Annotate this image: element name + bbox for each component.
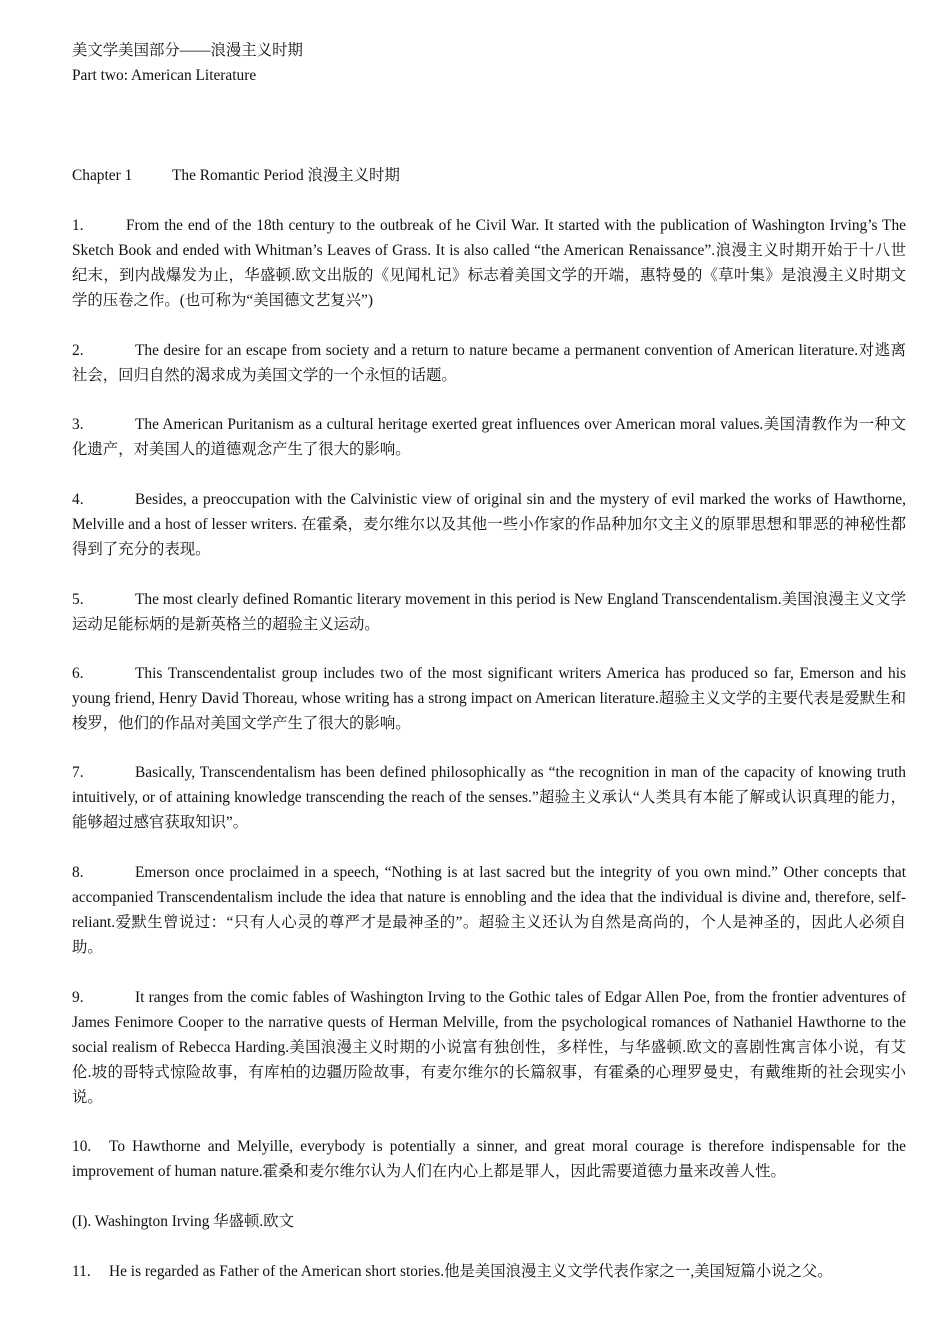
document-page xyxy=(72,38,906,1280)
paragraph-number: 4. xyxy=(72,491,84,508)
paragraph-number: 1. xyxy=(72,217,84,234)
paragraph-10 xyxy=(72,1134,906,1184)
document-header-en: Part two: American Literature xyxy=(72,67,257,84)
paragraph-1 xyxy=(72,213,906,313)
paragraph-text: Besides, a preoccupation with the Calvinistic view of original sin and the mystery of evil marked the works of Hawthorne, Melville and a host of lesser writers. 在霍桑，麦尔维尔以及其他一些小作家的作品种加尔文主义的原罪思想和罪恶的神秘性都得到了充分的表现。 xyxy=(72,491,906,558)
chapter-heading xyxy=(72,163,906,188)
section-heading-irving xyxy=(72,1209,906,1234)
section-heading-text: (I). Washington Irving 华盛顿.欧文 xyxy=(72,1213,295,1230)
paragraph-7 xyxy=(72,760,906,835)
paragraph-text: To Hawthorne and Melyille, everybody is potentially a sinner, and great moral courage is therefore indispensable for the improvement of human nature.霍桑和麦尔维尔认为人们在内心上都是罪人，因此需要道德力量来改善人性。 xyxy=(72,1138,906,1180)
paragraph-text: The most clearly defined Romantic literary movement in this period is New England Transcendentalism.美国浪漫主义文学运动足能标炳的是新英格兰的超验主义运动。 xyxy=(72,591,906,633)
paragraph-number: 2. xyxy=(72,342,84,359)
paragraph-text: From the end of the 18th century to the outbreak of he Civil War. It started with the publication of Washington Irving’s The Sketch Book and ended with Whitman’s Leaves of Grass. It is also called “the American Renaissance”.浪漫主义时期开始于十八世纪末，到内战爆发为止，华盛顿.欧文出版的《见闻札记》标志着美国文学的开端，惠特曼的《草叶集》是浪漫主义时期文学的压卷之作。(也可称为“美国德文艺复兴”) xyxy=(72,217,906,309)
paragraph-number: 5. xyxy=(72,591,84,608)
paragraph-6 xyxy=(72,661,906,736)
paragraph-number: 3. xyxy=(72,416,84,433)
paragraph-3 xyxy=(72,412,906,462)
paragraph-2 xyxy=(72,338,906,388)
document-header-cn: 美文学美国部分——浪漫主义时期 xyxy=(72,42,303,59)
paragraph-text: The American Puritanism as a cultural heritage exerted great influences over American moral values.美国清教作为一种文化遗产，对美国人的道德观念产生了很大的影响。 xyxy=(72,416,906,458)
paragraph-number: 11. xyxy=(72,1263,91,1280)
chapter-number: Chapter 1 xyxy=(72,167,133,184)
paragraph-number: 6. xyxy=(72,665,84,682)
paragraph-text: Basically, Transcendentalism has been defined philosophically as “the recognition in man of the capacity of knowing truth intuitively, or of attaining knowledge transcending the reach of the senses.”超验主义承认“人类具有本能了解或认识真理的能力，能够超过感官获取知识”。 xyxy=(72,764,906,831)
paragraph-number: 7. xyxy=(72,764,84,781)
paragraph-text: The desire for an escape from society and a return to nature became a permanent convention of American literature.对逃离社会，回归自然的渴求成为美国文学的一个永恒的话题。 xyxy=(72,342,906,384)
chapter-title: The Romantic Period 浪漫主义时期 xyxy=(172,167,400,184)
paragraph-9 xyxy=(72,985,906,1110)
paragraph-4 xyxy=(72,487,906,562)
paragraph-text: Emerson once proclaimed in a speech, “Nothing is at last sacred but the integrity of you own mind.” Other concepts that accompanied Transcendentalism include the idea that nature is ennobling and the idea that the individual is divine and, therefore, self-reliant.爱默生曾说过：“只有人心灵的尊严才是最神圣的”。超验主义还认为自然是高尚的，个人是神圣的，因此人必须自助。 xyxy=(72,864,906,956)
paragraph-text: It ranges from the comic fables of Washington Irving to the Gothic tales of Edgar Allen Poe, from the frontier adventures of James Fenimore Cooper to the narrative quests of Herman Melville, from the psychological romances of Nathaniel Hawthorne to the social realism of Rebecca Harding.美国浪漫主义时期的小说富有独创性，多样性，与华盛顿.欧文的喜剧性寓言体小说，有艾伦.坡的哥特式惊险故事，有库柏的边疆历险故事，有麦尔维尔的长篇叙事，有霍桑的心理罗曼史，有戴维斯的社会现实小说。 xyxy=(72,989,906,1106)
paragraph-number: 9. xyxy=(72,989,84,1006)
paragraph-8 xyxy=(72,860,906,960)
paragraph-number: 8. xyxy=(72,864,84,881)
paragraph-5 xyxy=(72,587,906,637)
paragraph-11 xyxy=(72,1259,906,1284)
paragraph-number: 10. xyxy=(72,1138,92,1155)
paragraph-text: This Transcendentalist group includes two of the most significant writers America has produced so far, Emerson and his young friend, Henry David Thoreau, whose writing has a strong impact on American literature.超验主义文学的主要代表是爱默生和梭罗，他们的作品对美国文学产生了很大的影响。 xyxy=(72,665,906,732)
paragraph-text: He is regarded as Father of the American short stories.他是美国浪漫主义文学代表作家之一,美国短篇小说之父。 xyxy=(109,1263,833,1280)
